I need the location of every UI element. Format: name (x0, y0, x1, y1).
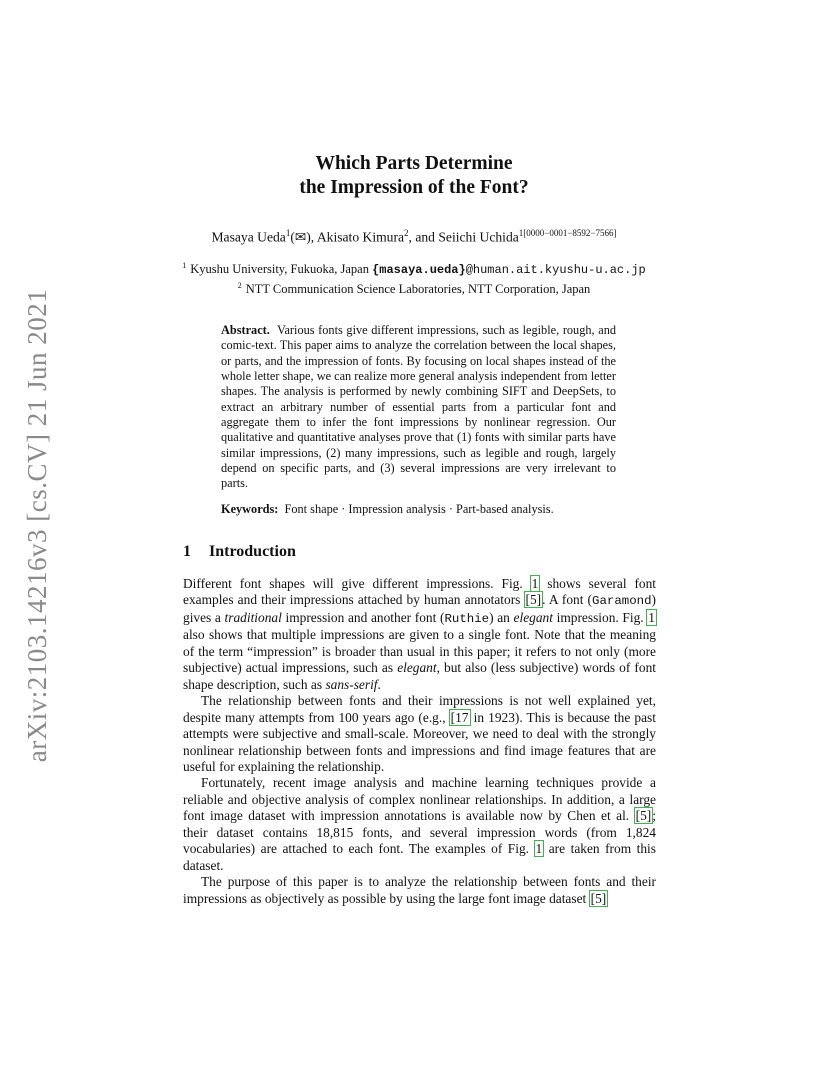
affiliation-2-text: NTT Communication Science Laboratories, NTT Corporation, Japan (245, 282, 591, 297)
text: ) gives a (183, 592, 656, 625)
author-3: , and Seiichi Uchida (408, 229, 519, 245)
emphasis: traditional (224, 609, 282, 625)
text: ; their dataset contains 18,815 fonts, and several impression words (from 1,824 vocabularies) are attached to each font. The examples of Fig. (183, 808, 656, 857)
keywords-text: Font shape · Impression analysis · Part-based analysis. (284, 502, 554, 516)
section-number: 1 (183, 543, 191, 560)
affiliations (0, 258, 828, 297)
citation-link[interactable]: [5] (590, 890, 607, 906)
figure-link[interactable]: 1 (648, 609, 655, 625)
author-list (0, 228, 828, 246)
arxiv-stamp-text: arXiv:2103.14216v3 [cs.CV] 21 Jun 2021 (22, 288, 53, 762)
author-1: Masaya Ueda (211, 229, 286, 245)
title-line-2: the Impression of the Font? (299, 177, 529, 198)
paper-title (0, 152, 828, 200)
text: The purpose of this paper is to analyze the relationship between fonts and their impressions as objectively as possible by using the large font image dataset (183, 874, 656, 906)
affiliation-2 (0, 278, 828, 297)
emphasis: elegant (397, 660, 437, 676)
paragraph-4 (183, 874, 656, 907)
abstract-text: Various fonts give different impressions, such as legible, rough, and comic-text. This paper aims to analyze the correlation between the local shapes, or parts, and the impression of fonts. By focusing on local shapes instead of the whole letter shape, we can realize more general analysis independent from letter shapes. The analysis is performed by newly combining SIFT and DeepSets, to extract an arbitrary number of essential parts from a particular font and aggregate them to infer the font impressions by nonlinear regression. Our qualitative and quantitative analyses prove that (1) fonts with similar parts have similar impressions, (2) many impressions, such as legible and rough, largely depend on specific parts, and (3) several impressions are very irrelevant to parts. (221, 323, 616, 491)
title-line-1: Which Parts Determine (315, 153, 513, 174)
citation-link[interactable]: [17 (450, 709, 469, 725)
text: impression. Fig. (552, 609, 648, 625)
paragraph-3 (183, 775, 656, 874)
author-2: , Akisato Kimura (310, 229, 405, 245)
section-heading (183, 543, 296, 561)
email-user: {masaya.ueda} (372, 263, 466, 278)
email-address[interactable] (372, 263, 646, 277)
font-name-ruthie: Ruthie (444, 611, 490, 626)
text: Fortunately, recent image analysis and machine learning techniques provide a reliable and objective analysis of complex nonlinear relationships. In addition, a large font image dataset with impression annotations is available now by Chen et al. (183, 775, 656, 824)
email-domain: @human.ait.kyushu-u.ac.jp (465, 263, 646, 278)
text: are taken from this dataset. (183, 841, 656, 873)
text: ) an (489, 609, 514, 625)
abstract (221, 323, 616, 492)
text: also shows that multiple impressions are given to a single font. Note that the meaning of the term “impression” is broader than usual in this paper; it refers to not only (more subjective) actual impressions, such as (183, 627, 656, 676)
affiliation-1-text: Kyushu University, Fukuoka, Japan (190, 262, 373, 277)
emphasis: elegant (513, 609, 553, 625)
text: impression and another font ( (281, 609, 445, 625)
body-text (183, 576, 656, 907)
text: . A font ( (542, 592, 593, 608)
affiliation-1 (0, 258, 828, 278)
text: , but also (less subjective) words of font shape description, such as (183, 660, 656, 692)
affiliation-1-number: 1 (182, 261, 187, 270)
author-2-affil: 2 (404, 228, 409, 238)
paragraph-2 (183, 693, 656, 775)
text: The relationship between fonts and their impressions is not well explained yet, despite many attempts from 100 years ago (e.g., (183, 693, 656, 725)
figure-link[interactable]: 1 (535, 841, 543, 857)
text: . (377, 676, 381, 692)
abstract-label: Abstract. (221, 323, 270, 337)
affiliation-2-number: 2 (237, 281, 242, 291)
figure-link[interactable]: 1 (531, 576, 539, 591)
author-3-orcid: 1[0000−0001−8592−7566] (518, 228, 617, 238)
text: Different font shapes will give different impressions. Fig. (183, 576, 531, 591)
citation-link[interactable]: [5] (525, 592, 542, 608)
keywords (221, 502, 616, 517)
emphasis: sans-serif (325, 676, 378, 692)
author-1-affil: 1 (285, 228, 291, 238)
section-title: Introduction (209, 543, 296, 560)
font-name-garamond: Garamond (592, 594, 652, 609)
paragraph-1 (183, 576, 656, 693)
arxiv-stamp (10, 290, 66, 760)
text: shows several font examples and their impressions attached by human annotators (183, 576, 657, 608)
envelope-icon: (✉) (290, 229, 311, 245)
citation-link[interactable]: [5] (635, 808, 652, 824)
keywords-label: Keywords: (221, 502, 279, 516)
text: in 1923). This is because the past attempts were subjective and small-scale. Moreover, we need to deal with the strongly nonlinear relationship between fonts and impressions and find image features that are useful for explaining the relationship. (183, 709, 656, 774)
